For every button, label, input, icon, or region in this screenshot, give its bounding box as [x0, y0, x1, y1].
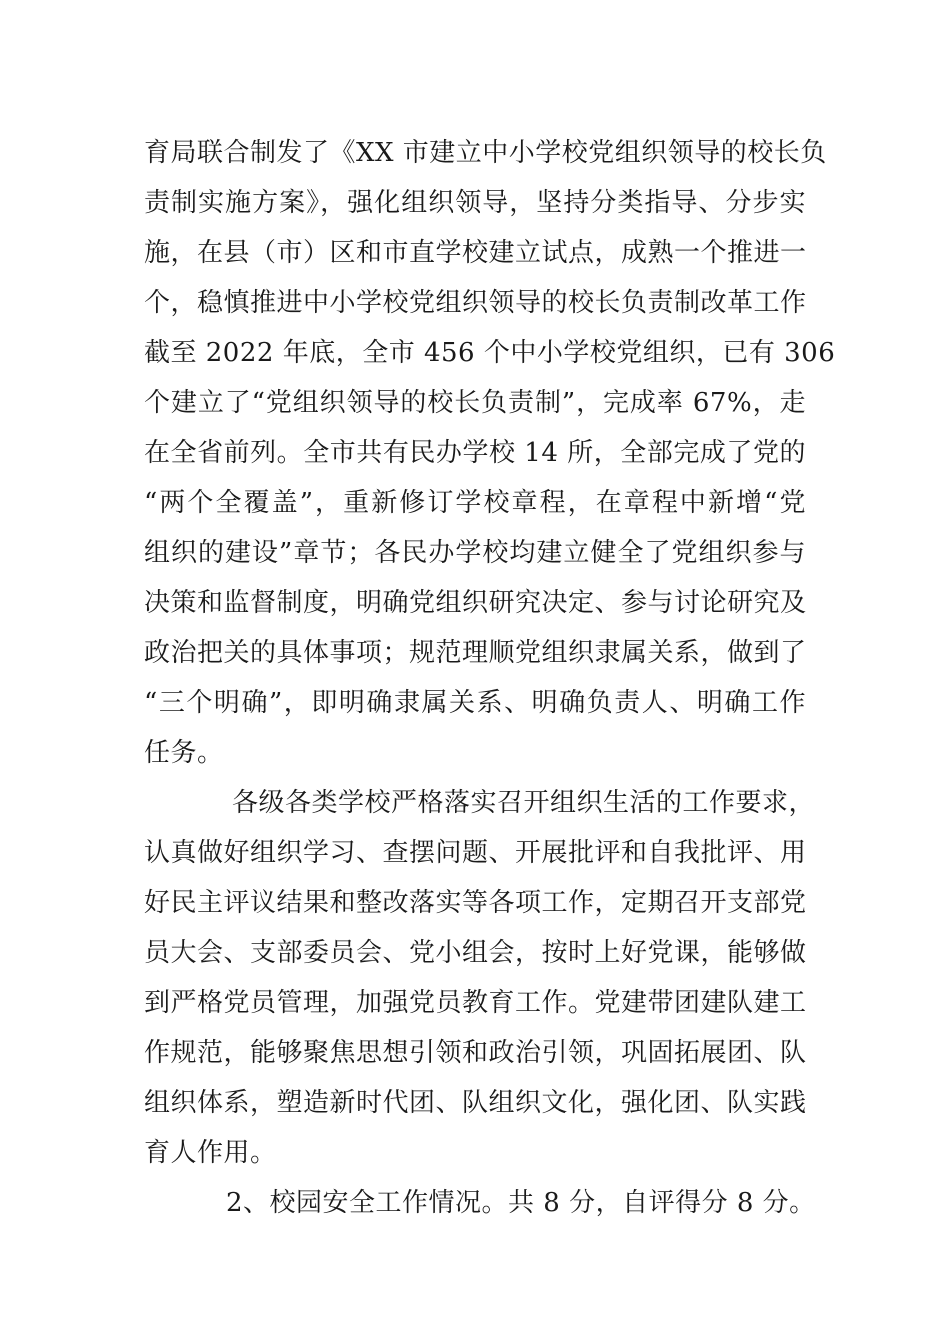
paragraph-2-line-4: 员大会、支部委员会、党小组会，按时上好党课，能够做	[144, 938, 807, 968]
paragraph-1-line-9: 组织的建设”章节；各民办学校均建立健全了党组织参与	[144, 538, 806, 568]
paragraph-2-line-7: 组织体系，塑造新时代团、队组织文化，强化团、队实践	[144, 1088, 807, 1118]
paragraph-2-line-1: 各级各类学校严格落实召开组织生活的工作要求，	[232, 788, 816, 818]
paragraph-2-line-8: 育人作用。	[144, 1138, 277, 1168]
paragraph-1-line-2: 责制实施方案》，强化组织领导，坚持分类指导、分步实	[144, 188, 806, 218]
paragraph-2-line-5: 到严格党员管理，加强党员教育工作。党建带团建队建工	[144, 988, 807, 1018]
paragraph-1-line-10: 决策和监督制度，明确党组织研究决定、参与讨论研究及	[144, 588, 807, 618]
paragraph-1-line-8: “两个全覆盖”，重新修订学校章程，在章程中新增“党	[144, 488, 806, 518]
paragraph-1-line-12: “三个明确”，即明确隶属关系、明确负责人、明确工作	[144, 688, 806, 718]
paragraph-1-line-3: 施，在县（市）区和市直学校建立试点，成熟一个推进一	[144, 238, 807, 268]
paragraph-1-line-5: 截至 2022 年底，全市 456 个中小学校党组织，已有 306	[144, 338, 836, 368]
paragraph-2-line-3: 好民主评议结果和整改落实等各项工作，定期召开支部党	[144, 888, 807, 918]
paragraph-1-line-11: 政治把关的具体事项；规范理顺党组织隶属关系，做到了	[144, 638, 807, 668]
paragraph-1-line-4: 个，稳慎推进中小学校党组织领导的校长负责制改革工作	[144, 288, 807, 318]
section-heading-campus-safety: 2、校园安全工作情况。共 8 分，自评得分 8 分。	[226, 1188, 816, 1218]
paragraph-2-line-6: 作规范，能够聚焦思想引领和政治引领，巩固拓展团、队	[144, 1038, 807, 1068]
paragraph-1-line-1: 育局联合制发了《XX 市建立中小学校党组织领导的校长负	[144, 138, 827, 168]
paragraph-1-line-13: 任务。	[144, 738, 224, 768]
paragraph-2-line-2: 认真做好组织学习、查摆问题、开展批评和自我批评、用	[144, 838, 807, 868]
paragraph-1-line-7: 在全省前列。全市共有民办学校 14 所，全部完成了党的	[144, 438, 806, 468]
paragraph-1-line-6: 个建立了“党组织领导的校长负责制”，完成率 67%，走	[144, 388, 806, 418]
